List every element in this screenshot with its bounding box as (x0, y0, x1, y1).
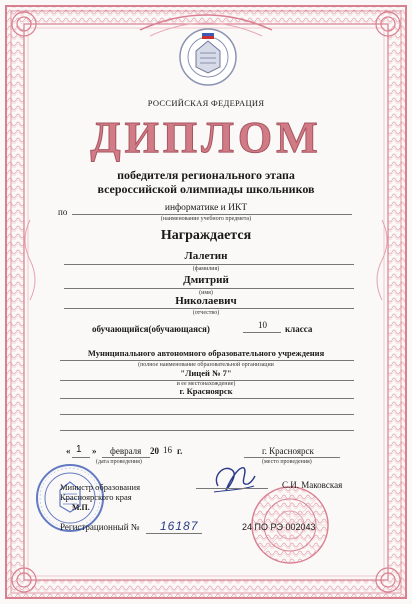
date-day-line (72, 457, 90, 458)
date-caption: (дата проведения) (96, 459, 142, 465)
surname-value: Лалетин (184, 250, 228, 262)
grade-line (243, 332, 281, 333)
student-suffix: класса (285, 324, 313, 334)
date-year-suffix: г. (177, 446, 183, 456)
name-value: Дмитрий (183, 274, 229, 286)
school-line3: г. Красноярск (179, 386, 233, 396)
subtitle-line1: победителя регионального этапа (117, 168, 295, 182)
grade-value: 10 (258, 320, 267, 330)
place-caption: (место проведения) (262, 459, 312, 465)
subtitle-line2: всероссийской олимпиады школьников (97, 182, 315, 196)
name-caption: (имя) (199, 290, 213, 296)
school-caption1: (полное наименование образовательной организации (138, 362, 274, 368)
subject-prefix: по (58, 207, 68, 217)
place-value: г. Красноярск (262, 446, 314, 456)
signature-icon (208, 456, 258, 498)
patronymic-line (64, 308, 354, 309)
patronymic-value: Николаевич (175, 295, 237, 307)
registration-number: 16187 (160, 519, 199, 533)
awarded-label: Награждается (160, 228, 252, 243)
school-line2: "Лицей № 7" (180, 368, 232, 378)
stamp-mp-label: М.П. (72, 503, 90, 512)
signer-name: С.И. Маковская (282, 480, 343, 490)
date-year-prefix: 20 (150, 446, 159, 456)
olympiad-emblem-icon (178, 27, 238, 87)
surname-caption: (фамилия) (192, 266, 220, 272)
ministry-line2: Красноярского края (60, 492, 132, 502)
date-open-quote: « (66, 446, 71, 456)
country-label: РОССИЙСКАЯ ФЕДЕРАЦИЯ (147, 98, 265, 108)
patronymic-caption: (отчество) (192, 310, 220, 316)
school-blank-rule1 (60, 414, 354, 415)
diploma-title: ДИПЛОМ (90, 113, 322, 162)
school-line1: Муниципального автономного образовательного учреждения (87, 348, 325, 358)
date-month-line (102, 457, 150, 458)
student-prefix: обучающийся(обучающаяся) (92, 324, 210, 334)
date-close-quote: » (92, 446, 97, 456)
subject-value: информатике и ИКТ (164, 203, 248, 213)
subject-caption: (наименование учебного предмета) (160, 216, 252, 222)
school-blank-rule2 (60, 430, 354, 431)
ministry-line1: Министр образования (60, 482, 141, 492)
place-line (244, 457, 340, 458)
registration-line (146, 533, 202, 534)
surname-line (64, 264, 354, 265)
series-number: 24 ПО РЭ 002043 (242, 522, 316, 532)
school-line1-rule (60, 360, 354, 361)
school-line3-rule (60, 398, 354, 399)
school-caption2: и ее местонахождение) (176, 381, 236, 387)
signature-line (196, 488, 268, 489)
date-day: 1 (76, 444, 82, 455)
registration-label: Регистрационный № (60, 522, 140, 532)
name-line (64, 288, 354, 289)
subject-line (72, 214, 352, 215)
date-month: февраля (110, 446, 142, 456)
date-year: 16 (163, 445, 172, 455)
